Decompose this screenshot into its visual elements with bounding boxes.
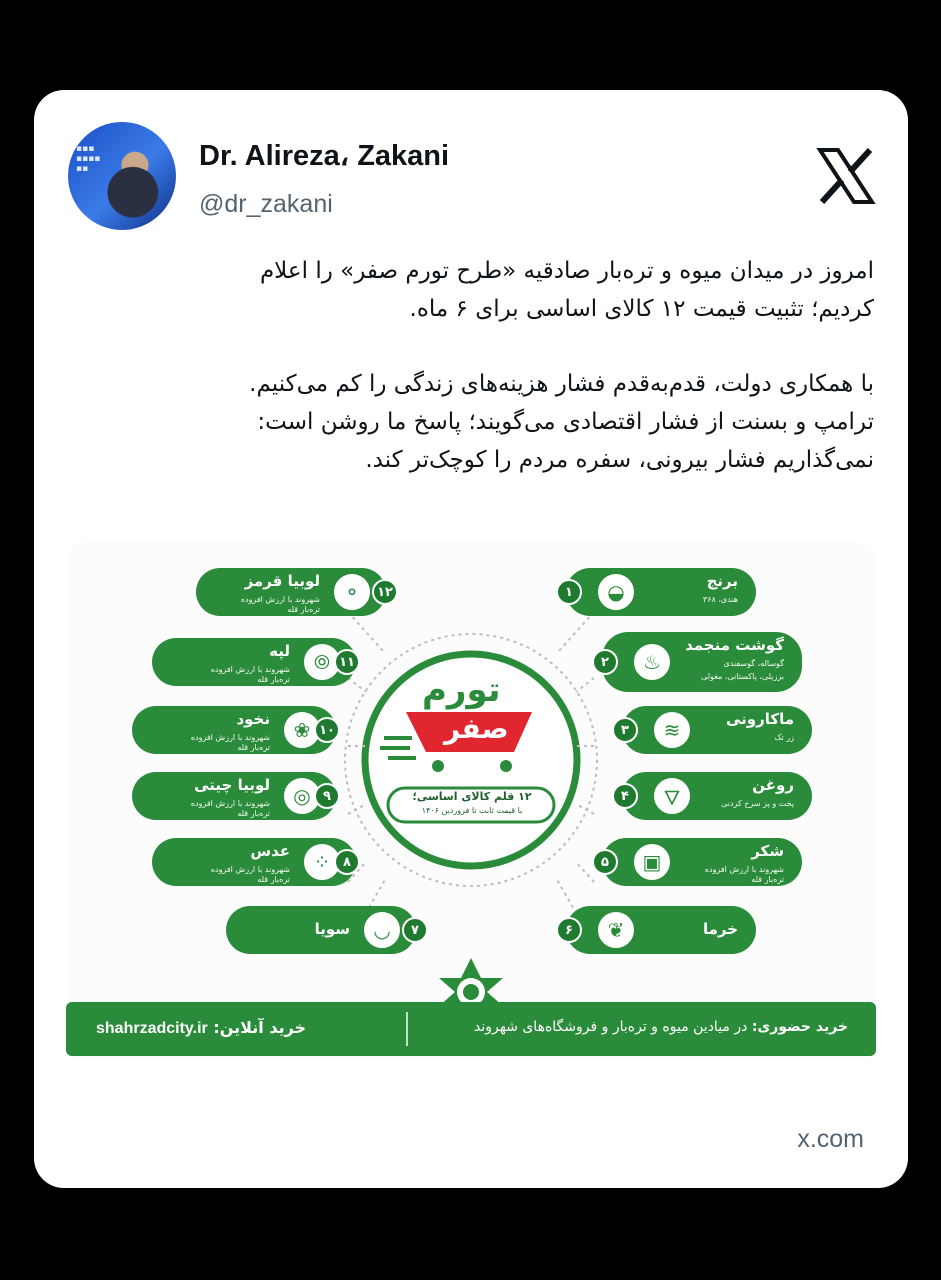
in-person-text: در میادین میوه و تره‌بار و فروشگاه‌های شهروند [473,1019,748,1035]
item-title: گوشت منجمد [685,636,784,654]
item-title: خرما [702,920,738,938]
author-avatar[interactable] [68,122,176,230]
tweet-line: کردیم؛ تثبیت قیمت ۱۲ کالای اساسی برای ۶ ماه. [409,296,874,322]
item-sugar [602,838,802,886]
author-handle[interactable]: @dr_zakani [199,190,333,218]
item-title: عدس [250,842,290,860]
item-title: سویا [314,920,350,938]
item-subtitle: شهروند با ارزش افزوده [210,865,290,874]
item-soy [226,906,416,954]
item-title: ماکارونی [725,710,794,728]
item-subtitle: هندی، ۳۶۸ [702,595,738,604]
meat-icon: ♨ [632,642,672,682]
infographic-image[interactable] [66,542,876,1062]
split-pea-icon: ⦾ [302,642,342,682]
item-number: ۸ [334,849,360,875]
item-subtitle-2: تره‌بار قله [751,875,784,884]
item-title: شکر [751,842,784,860]
item-split-peas [152,638,356,686]
item-number: ۹ [314,783,340,809]
rice-bowl-icon: ◒ [596,572,636,612]
item-number: ۵ [592,849,618,875]
item-title: لوبیا قرمز [244,572,320,590]
tweet-card [34,90,908,1188]
item-kidney-beans [196,568,386,616]
tweet-line: نمی‌گذاریم فشار بیرونی، سفره مردم را کوچک‌تر کند. [365,447,874,473]
item-subtitle: شهروند با ارزش افزوده [210,665,290,674]
item-frozen-meat [602,632,802,692]
purchase-info-bar [66,1002,876,1056]
item-subtitle: زر تک [774,733,794,742]
center-subtitle-1: ۱۲ قلم کالای اساسی؛ [412,790,532,803]
item-pinto-beans [132,772,336,820]
tweet-text [94,252,874,479]
item-lentils [152,838,356,886]
item-subtitle: شهروند با ارزش افزوده [240,595,320,604]
item-subtitle-2: تره‌بار قله [257,875,290,884]
online-purchase-url: shahrzadcity.ir [96,1020,208,1037]
bar-divider [406,1012,408,1046]
item-number: ۲ [592,649,618,675]
pasta-icon: ≋ [652,710,692,750]
item-macaroni [622,706,812,754]
soy-bowl-icon: ◡ [362,910,402,950]
kidney-bean-icon: ⚬ [332,572,372,612]
item-title: لپه [269,642,290,660]
item-number: ۷ [402,917,428,943]
in-person-purchase [474,1019,848,1035]
item-dates [566,906,756,954]
item-subtitle-2: تره‌بار قله [237,743,270,752]
online-purchase [96,1018,306,1038]
item-number: ۳ [612,717,638,743]
item-title: نخود [236,710,270,728]
dates-icon: ❦ [596,910,636,950]
item-rice [566,568,756,616]
item-subtitle-2: برزیلی، پاکستانی، مغولی [700,672,784,681]
chickpea-icon: ❀ [282,710,322,750]
item-subtitle: شهروند با ارزش افزوده [190,733,270,742]
center-title-2: صفر [444,712,509,745]
item-title: برنج [706,572,738,590]
oil-bottle-icon: 🜄 [652,776,692,816]
source-domain[interactable]: x.com [797,1125,864,1153]
item-number: ۱ [556,579,582,605]
item-chickpeas [132,706,336,754]
item-subtitle: پخت و پز سرخ کردنی [721,799,794,808]
author-name[interactable]: Dr. Alireza‏، Zakani [199,140,450,172]
center-title-1: تورم [422,670,501,710]
item-subtitle: گوساله، گوسفندی [723,659,784,668]
item-number: ۱۱ [334,649,360,675]
item-number: ۶ [556,917,582,943]
item-oil [622,772,812,820]
item-number: ۱۰ [314,717,340,743]
item-title: لوبیا چیتی [194,776,270,794]
tweet-line: با همکاری دولت، قدم‌به‌قدم فشار هزینه‌های زندگی را کم می‌کنیم. [249,371,874,397]
item-number: ۴ [612,783,638,809]
tweet-line: امروز در میدان میوه و تره‌بار صادقیه «طرح تورم صفر» را اعلام [259,258,874,284]
item-number: ۱۲ [372,579,398,605]
online-purchase-label: خرید آنلاین: [213,1018,307,1037]
pinto-bean-icon: ◎ [282,776,322,816]
avatar-backdrop-text: ▪▪▪ ▪▪▪▪ ▪▪ [76,144,101,174]
item-title: روغن [752,776,794,794]
item-subtitle: شهروند با ارزش افزوده [190,799,270,808]
center-subtitle-2: با قیمت ثابت تا فروردین ۱۴۰۶ [421,806,523,815]
item-subtitle-2: تره‌بار قله [287,605,320,614]
tweet-line: ترامپ و بسنت از فشار اقتصادی می‌گویند؛ پاسخ ما روشن است: [257,409,874,435]
lentil-icon: ⁘ [302,842,342,882]
item-subtitle-2: تره‌بار قله [237,809,270,818]
item-subtitle: شهروند با ارزش افزوده [704,865,784,874]
item-subtitle-2: تره‌بار قله [257,675,290,684]
sugar-sack-icon: ▣ [632,842,672,882]
x-logo-icon[interactable] [814,144,878,208]
in-person-label: خرید حضوری: [751,1019,848,1035]
